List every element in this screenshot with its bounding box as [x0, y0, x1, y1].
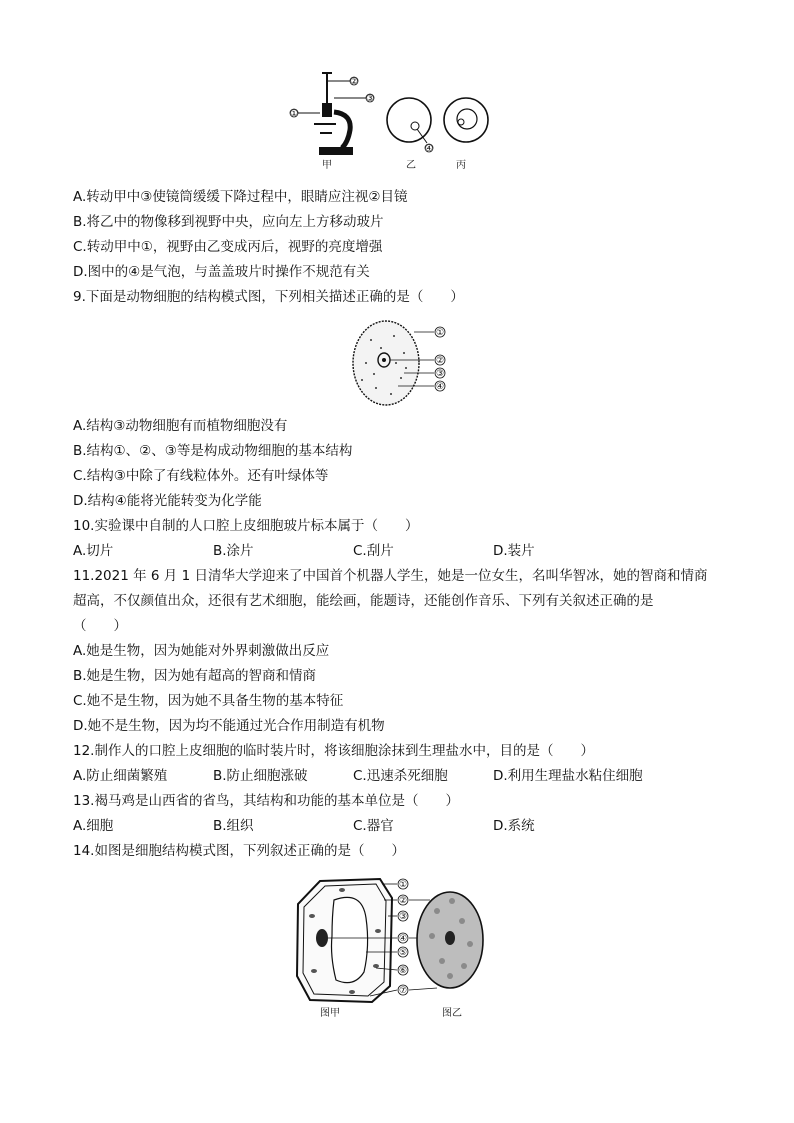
q12-stem: 12.制作人的口腔上皮细胞的临时装片时，将该细胞涂抹到生理盐水中，目的是（ ） — [73, 743, 594, 759]
q11-option-a: A.她是生物，因为她能对外界刺激做出反应 — [73, 643, 330, 659]
q11-option-b: B.她是生物，因为她有超高的智商和情商 — [73, 668, 317, 684]
q9-option-d: D.结构④能将光能转变为化学能 — [73, 493, 262, 509]
q14-stem: 14.如图是细胞结构模式图，下列叙述正确的是（ ） — [73, 843, 405, 859]
label-jia: 甲 — [322, 160, 332, 171]
q10-option-a: A.切片 — [73, 543, 114, 559]
figure-plant-animal-cells — [292, 876, 502, 1021]
figure-animal-cell — [346, 318, 456, 410]
q13-option-d: D.系统 — [493, 818, 535, 834]
q12-option-d: D.利用生理盐水粘住细胞 — [493, 768, 643, 784]
q12-option-c: C.迅速杀死细胞 — [353, 768, 448, 784]
q11-option-d: D.她不是生物，因为均不能通过光合作用制造有机物 — [73, 718, 385, 734]
q9-stem: 9.下面是动物细胞的结构模式图，下列相关描述正确的是（ ） — [73, 289, 464, 305]
q10-option-c: C.刮片 — [353, 543, 394, 559]
q11-stem-line2: 超高，不仅颜值出众，还很有艺术细胞，能绘画，能题诗，还能创作音乐、下列有关叙述正确的是 — [73, 593, 654, 609]
q11-stem-line3: （ ） — [73, 618, 127, 634]
label-3: ③ — [398, 912, 408, 922]
q9-option-c: C.结构③中除了有线粒体外。还有叶绿体等 — [73, 468, 329, 484]
label-tu-jia: 图甲 — [320, 1008, 340, 1019]
label-1: ① — [435, 328, 445, 338]
q13-option-a: A.细胞 — [73, 818, 114, 834]
q8-option-b: B.将乙中的物像移到视野中央，应向左上方移动玻片 — [73, 214, 384, 230]
label-3: ③ — [365, 94, 375, 104]
label-tu-yi: 图乙 — [442, 1008, 462, 1019]
q11-option-c: C.她不是生物，因为她不具备生物的基本特征 — [73, 693, 344, 709]
q9-option-a: A.结构③动物细胞有而植物细胞没有 — [73, 418, 288, 434]
q10-option-b: B.涂片 — [213, 543, 254, 559]
label-1: ① — [398, 880, 408, 890]
label-5: ⑤ — [398, 948, 408, 958]
figure-microscope-views — [284, 68, 499, 176]
q8-option-a: A.转动甲中③使镜筒缓缓下降过程中，眼睛应注视②目镜 — [73, 189, 408, 205]
label-2: ② — [349, 77, 359, 87]
q12-option-b: B.防止细胞涨破 — [213, 768, 308, 784]
q10-option-d: D.装片 — [493, 543, 535, 559]
q10-stem: 10.实验课中自制的人口腔上皮细胞玻片标本属于（ ） — [73, 518, 419, 534]
label-yi: 乙 — [406, 160, 416, 171]
label-1: ① — [289, 109, 299, 119]
label-4: ④ — [424, 144, 434, 154]
q12-option-a: A.防止细菌繁殖 — [73, 768, 168, 784]
q8-option-d: D.图中的④是气泡，与盖盖玻片时操作不规范有关 — [73, 264, 370, 280]
q13-option-c: C.器官 — [353, 818, 394, 834]
label-3: ③ — [435, 369, 445, 379]
q8-option-c: C.转动甲中①，视野由乙变成丙后，视野的亮度增强 — [73, 239, 383, 255]
q13-stem: 13.褐马鸡是山西省的省鸟，其结构和功能的基本单位是（ ） — [73, 793, 459, 809]
label-bing: 丙 — [456, 160, 466, 171]
q13-option-b: B.组织 — [213, 818, 254, 834]
q11-stem-line1: 11.2021 年 6 月 1 日清华大学迎来了中国首个机器人学生，她是一位女生，名叫华智冰，她的智商和情商 — [73, 568, 708, 584]
label-4: ④ — [398, 934, 408, 944]
label-4: ④ — [435, 382, 445, 392]
label-2: ② — [435, 356, 445, 366]
label-7: ⑦ — [398, 986, 408, 996]
q9-option-b: B.结构①、②、③等是构成动物细胞的基本结构 — [73, 443, 353, 459]
label-2: ② — [398, 896, 408, 906]
label-6: ⑥ — [398, 966, 408, 976]
